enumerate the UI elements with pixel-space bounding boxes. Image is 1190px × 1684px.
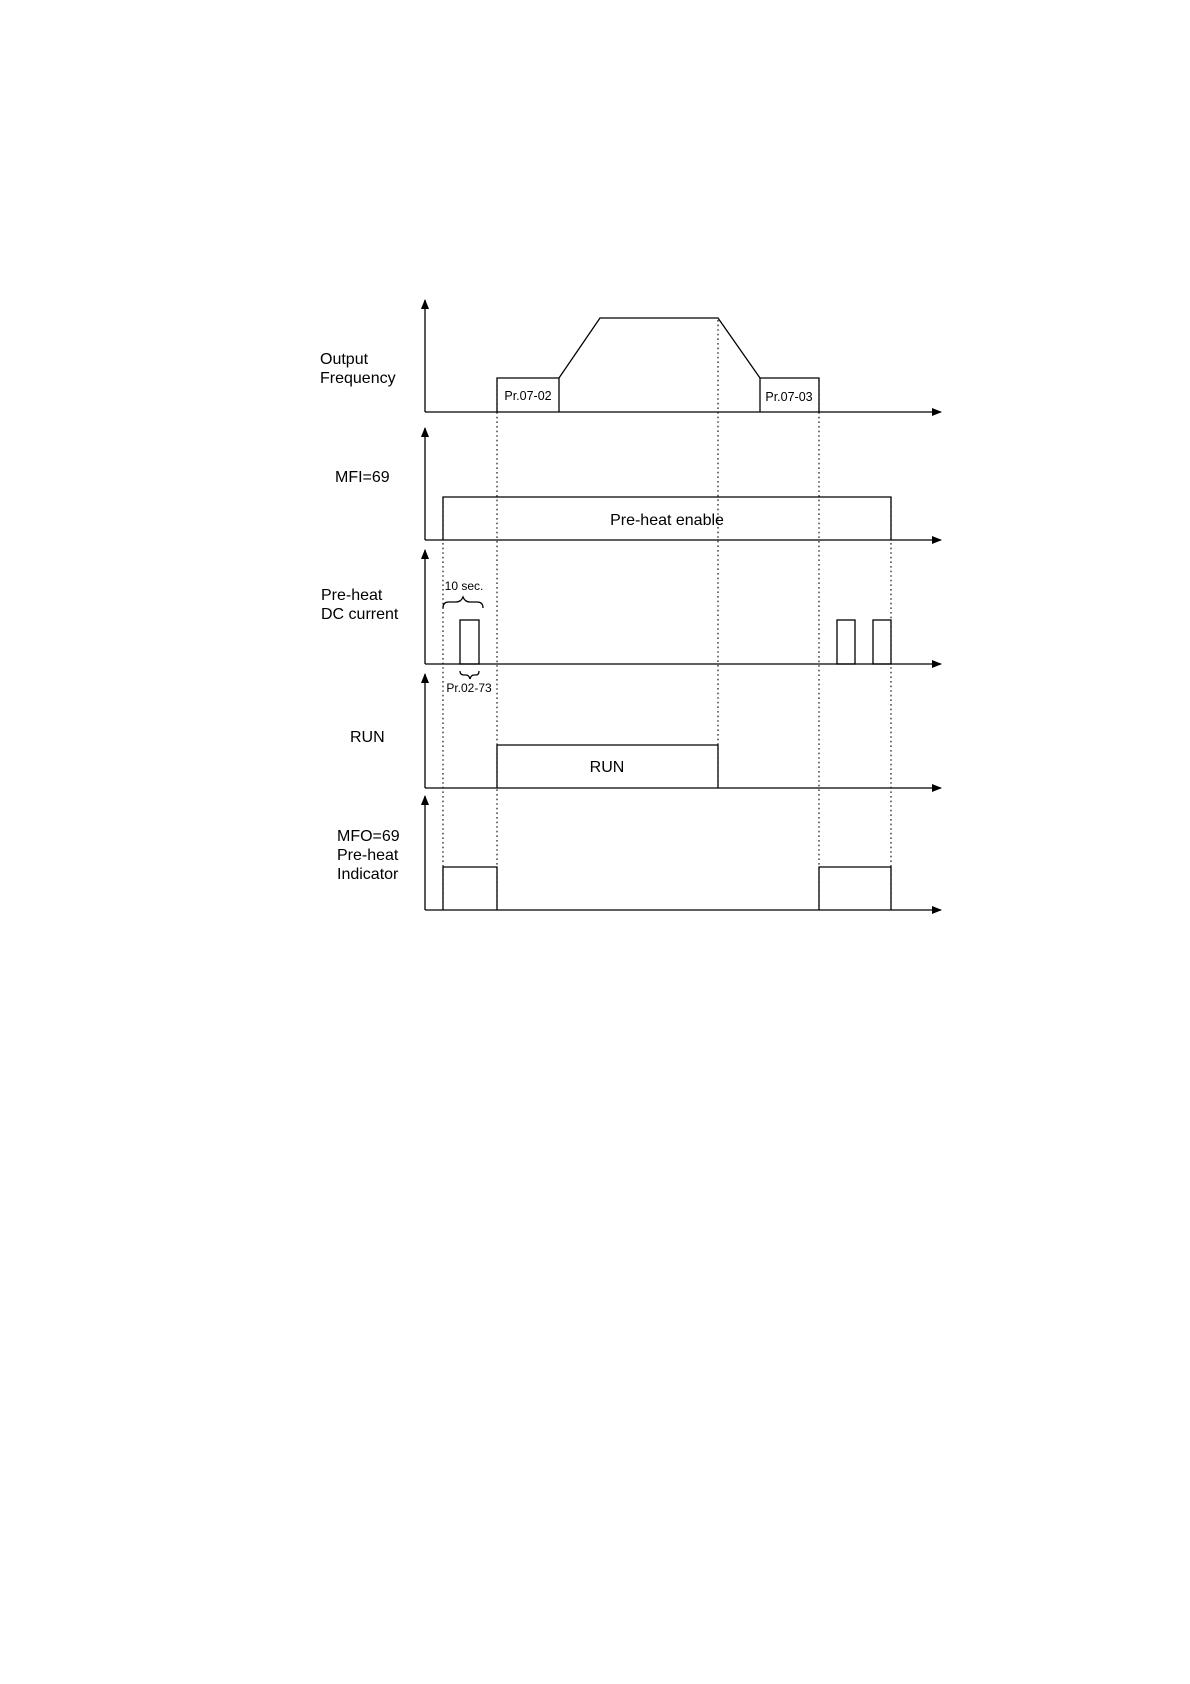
run-signal-label: RUN xyxy=(350,729,385,746)
output-frequency-label: Output Frequency xyxy=(320,351,396,387)
timing-guides xyxy=(443,320,891,906)
mfo-signal xyxy=(337,796,941,910)
pr-07-02-label: Pr.07-02 xyxy=(504,389,552,403)
run-signal xyxy=(350,674,941,788)
dc-current-pulse-1 xyxy=(460,620,479,664)
dc-current-pulse-2 xyxy=(837,620,855,664)
preheat-enable-label: Pre-heat enable xyxy=(610,512,724,529)
pulse-width-brace xyxy=(460,671,479,679)
pr-07-03-label: Pr.07-03 xyxy=(765,390,813,404)
mfi-label: MFI=69 xyxy=(335,469,390,486)
mfo-label: MFO=69 Pre-heat Indicator xyxy=(337,828,400,883)
ten-second-brace xyxy=(443,597,483,608)
preheat-dc-current-signal xyxy=(321,550,941,695)
mfi-signal xyxy=(335,428,941,540)
pulse-width-label: Pr.02-73 xyxy=(446,681,492,695)
run-box-label: RUN xyxy=(589,759,625,776)
mfo-indicator-pulse-1 xyxy=(443,867,497,910)
output-frequency-signal xyxy=(320,300,941,412)
ten-second-label: 10 sec. xyxy=(444,579,484,593)
preheat-dc-current-label: Pre-heat DC current xyxy=(321,587,399,623)
dc-current-pulse-3 xyxy=(873,620,891,664)
mfo-indicator-pulse-2 xyxy=(819,867,891,910)
